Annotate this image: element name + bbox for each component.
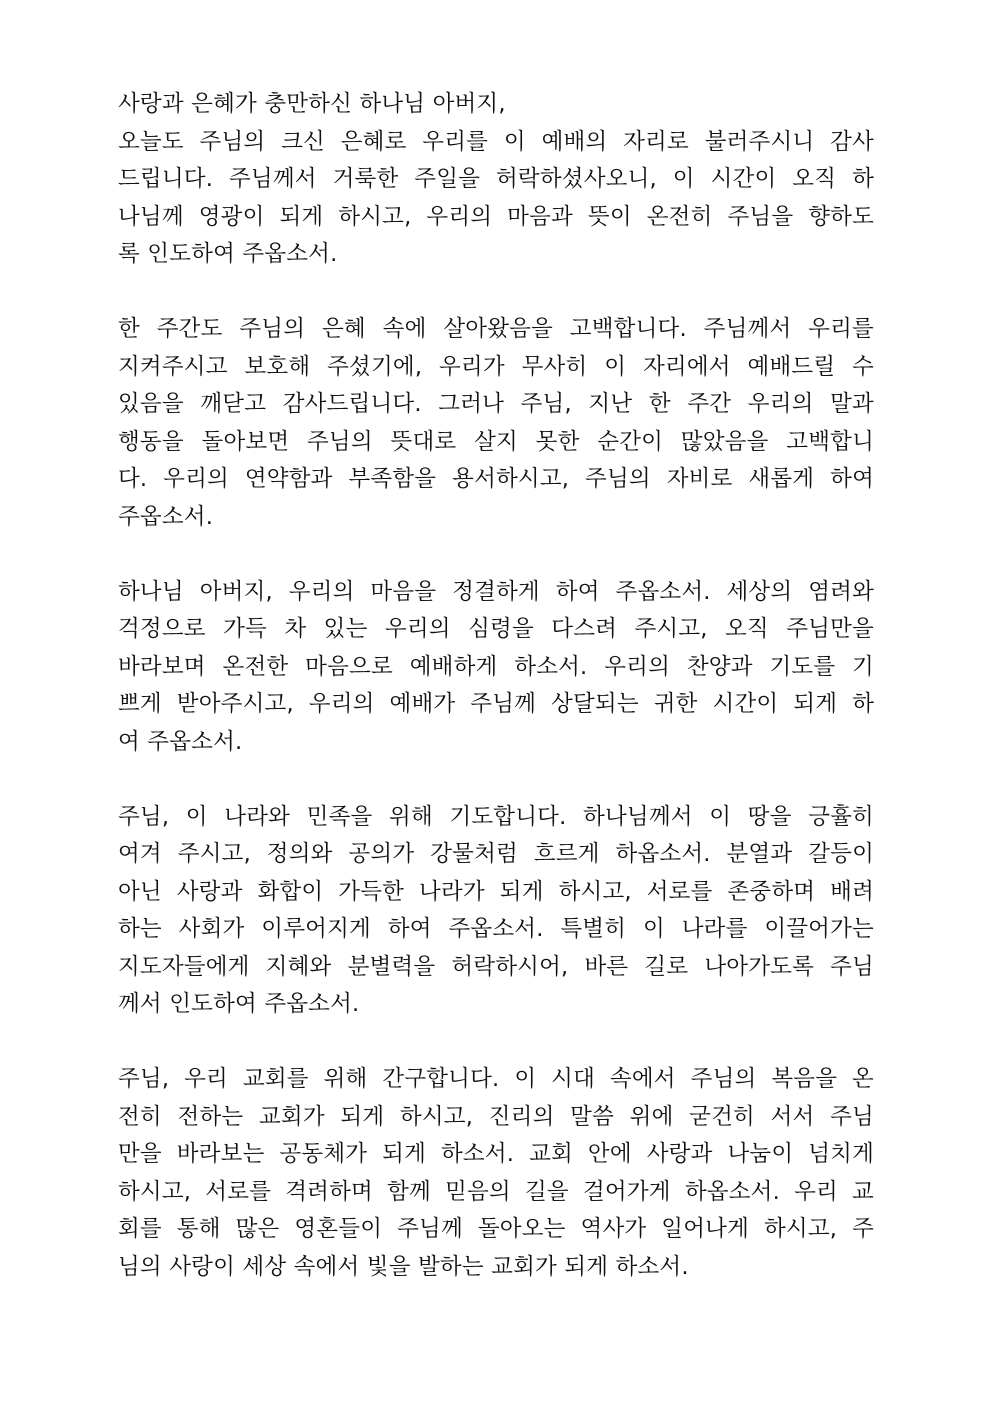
paragraph-line: 하시고, 서로를 격려하며 함께 믿음의 길을 걸어가게 하옵소서. 우리 교 xyxy=(118,1178,874,1205)
paragraph-line: 있음을 깨닫고 감사드립니다. 그러나 주님, 지난 한 주간 우리의 말과 xyxy=(118,391,874,417)
paragraph-line: 께서 인도하여 주옵소서. xyxy=(118,991,360,1017)
paragraph-line: 님의 사랑이 세상 속에서 빛을 발하는 교회가 되게 하소서. xyxy=(118,1253,689,1280)
paragraph-line: 나님께 영광이 되게 하시고, 우리의 마음과 뜻이 온전히 주님을 향하도 xyxy=(118,203,874,230)
paragraph-line: 행동을 돌아보면 주님의 뜻대로 살지 못한 순간이 많았음을 고백합니 xyxy=(118,428,874,455)
paragraph-line: 지도자들에게 지혜와 분별력을 허락하시어, 바른 길로 나아가도록 주님 xyxy=(118,953,874,980)
paragraph-2 xyxy=(118,311,874,536)
paragraph-line: 전히 전하는 교회가 되게 하시고, 진리의 말씀 위에 굳건히 서서 주님 xyxy=(118,1103,874,1130)
paragraph-line: 드립니다. 주님께서 거룩한 주일을 허락하셨사오니, 이 시간이 오직 하 xyxy=(118,166,874,192)
paragraph-line: 걱정으로 가득 차 있는 우리의 심령을 다스려 주시고, 오직 주님만을 xyxy=(118,616,874,642)
paragraph-line: 록 인도하여 주옵소서. xyxy=(118,241,338,267)
paragraph-gap xyxy=(118,761,874,799)
paragraph-1 xyxy=(118,86,874,274)
paragraph-gap xyxy=(118,274,874,312)
paragraph-5 xyxy=(118,1061,874,1286)
paragraph-line: 다. 우리의 연약함과 부족함을 용서하시고, 주님의 자비로 새롭게 하여 xyxy=(118,466,874,492)
paragraph-line: 주옵소서. xyxy=(118,503,214,530)
paragraph-line: 바라보며 온전한 마음으로 예배하게 하소서. 우리의 찬양과 기도를 기 xyxy=(118,653,874,680)
paragraph-gap xyxy=(118,1024,874,1062)
paragraph-line: 사랑과 은혜가 충만하신 하나님 아버지, xyxy=(118,91,506,117)
paragraph-line: 한 주간도 주님의 은혜 속에 살아왔음을 고백합니다. 주님께서 우리를 xyxy=(118,316,874,342)
paragraph-line: 하나님 아버지, 우리의 마음을 정결하게 하여 주옵소서. 세상의 염려와 xyxy=(118,578,874,605)
paragraph-line: 아닌 사랑과 화합이 가득한 나라가 되게 하시고, 서로를 존중하며 배려 xyxy=(118,878,874,905)
paragraph-4 xyxy=(118,799,874,1024)
paragraph-line: 주님, 우리 교회를 위해 간구합니다. 이 시대 속에서 주님의 복음을 온 xyxy=(118,1066,874,1092)
paragraph-line: 여 주옵소서. xyxy=(118,728,243,755)
prayer-text xyxy=(118,86,874,1286)
paragraph-line: 여겨 주시고, 정의와 공의가 강물처럼 흐르게 하옵소서. 분열과 갈등이 xyxy=(118,841,874,867)
paragraph-line: 지켜주시고 보호해 주셨기에, 우리가 무사히 이 자리에서 예배드릴 수 xyxy=(118,353,874,380)
paragraph-gap xyxy=(118,536,874,574)
paragraph-line: 만을 바라보는 공동체가 되게 하소서. 교회 안에 사랑과 나눔이 넘치게 xyxy=(118,1141,874,1167)
paragraph-line: 쁘게 받아주시고, 우리의 예배가 주님께 상달되는 귀한 시간이 되게 하 xyxy=(118,691,874,717)
paragraph-line: 하는 사회가 이루어지게 하여 주옵소서. 특별히 이 나라를 이끌어가는 xyxy=(118,916,874,942)
paragraph-line: 주님, 이 나라와 민족을 위해 기도합니다. 하나님께서 이 땅을 긍휼히 xyxy=(118,803,874,830)
paragraph-line: 회를 통해 많은 영혼들이 주님께 돌아오는 역사가 일어나게 하시고, 주 xyxy=(118,1216,874,1242)
paragraph-line: 오늘도 주님의 크신 은혜로 우리를 이 예배의 자리로 불러주시니 감사 xyxy=(118,128,874,155)
paragraph-3 xyxy=(118,574,874,762)
